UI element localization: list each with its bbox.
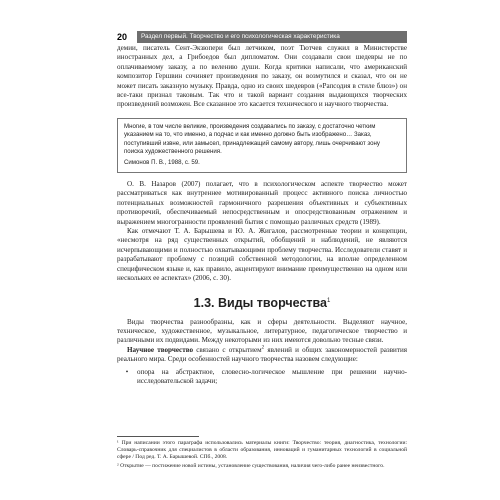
section-title xyxy=(117,293,407,311)
scientific-paragraph xyxy=(117,346,407,365)
section-title-text: 1.3. Виды творчества xyxy=(193,296,327,311)
paragraph-barysheva: Как отмечают Т. А. Барышева и Ю. А. Жигалов, рассмотренные теории и концепции, «несмотря на ряд существенных открытий, обобщений и наблюдений, не являются исчерпывающими и полностью охватывающими проблему творчества. Исследователи ставят и разрабатывают проблему с позиций собственной методологии, на вполне определенном специфическом языке и, как правило, акцентируют внимание преимущественно на одном или нескольких ее аспектах» (2006, с. 30). xyxy=(117,226,407,282)
section-intro: Виды творчества разнообразны, как и сферы деятельности. Выделяют научное, техническое, художественное, музыкальное, литературное, педагогическое творчество и различными их подвидами. Между некоторыми из них имеются довольно тесные связи. xyxy=(117,317,407,345)
bullet-icon: • xyxy=(125,367,129,376)
main-text xyxy=(117,44,407,386)
footnote-1: ¹ При написании этого параграфа использовались материалы книги: Творчество: теория, диагностика, технологии: Словарь-справочник для специалистов в области образования, инноваций и гуманитарных технологий в социальной сфере / Под ред. Т. А. Барышевой. СПб., 2008. xyxy=(117,440,407,461)
scientific-text-a: связано с открытием xyxy=(193,345,262,354)
list-item-text: опора на абстрактное, словесно-логическое мышление при решении научно-исследовательской задачи; xyxy=(137,367,407,385)
quote-text: Многие, в том числе великие, произведения создавались по заказу, с достаточно четким указанием на то, что именно, а подчас и как именно должно быть изображено… Заказ, поступивший извне, или замысел, принадлежащий самому автору, лишь очерчивают зону поиска художественного решения. xyxy=(124,122,380,156)
quote-box xyxy=(117,118,407,173)
section-footnote-mark: 1 xyxy=(326,298,331,305)
opening-paragraph: демии, писатель Сент-Экзюпери был летчиком, поэт Тютчев служил в Министерстве иностранных дел, а Грибоедов был дипломатом. Они создавали свои шедевры не по оплачиваемому заказу, а по велению души. Когда критики написали, что американский композитор Гершвин сочиняет произведения по заказу, он возмутился и сказал, что он не может писать заказную музыку. Правда, одно из своих шедевров («Рапсодия в стиле блюз») он все-таки признал таковым. Так что и такой вариант создания выдающихся творческих произведений возможен. Все сказанное это касается технического и научного творчества. xyxy=(117,44,407,109)
page-number: 20 xyxy=(117,31,128,42)
paragraph-nazarov: О. В. Назаров (2007) полагает, что в психологическом аспекте творчество может рассматриваться как внутреннее мотивированный процесс активного поиска личностью потенциальных возможностей гармоничного разрешения объективных и субъективных противоречий, обеспечиваемый непосредственным и опосредствованным отражением и выражением многогранности проявлений бытия с помощью различных средств (1989). xyxy=(117,179,407,226)
scientific-term: Научное творчество xyxy=(127,345,194,354)
page-header xyxy=(117,30,407,43)
footnote-divider xyxy=(117,436,199,437)
footnote-2: ² Открытие — постижение новой истины, установление существования, наличия чего-либо ранее неизвестного. xyxy=(117,462,385,469)
running-title: Раздел первый. Творчество и его психологическая характеристика xyxy=(137,31,407,43)
list-item xyxy=(117,368,407,387)
footnote-mark-2: 2 xyxy=(261,345,265,351)
scientific-text-b: явлений и общих закономерностей развития реального мира. Среди особенностей научного творчества назовем следующие: xyxy=(117,345,408,364)
quote-source: Симонов П. В., 1988, с. 59. xyxy=(124,159,200,167)
footnotes xyxy=(117,440,407,471)
